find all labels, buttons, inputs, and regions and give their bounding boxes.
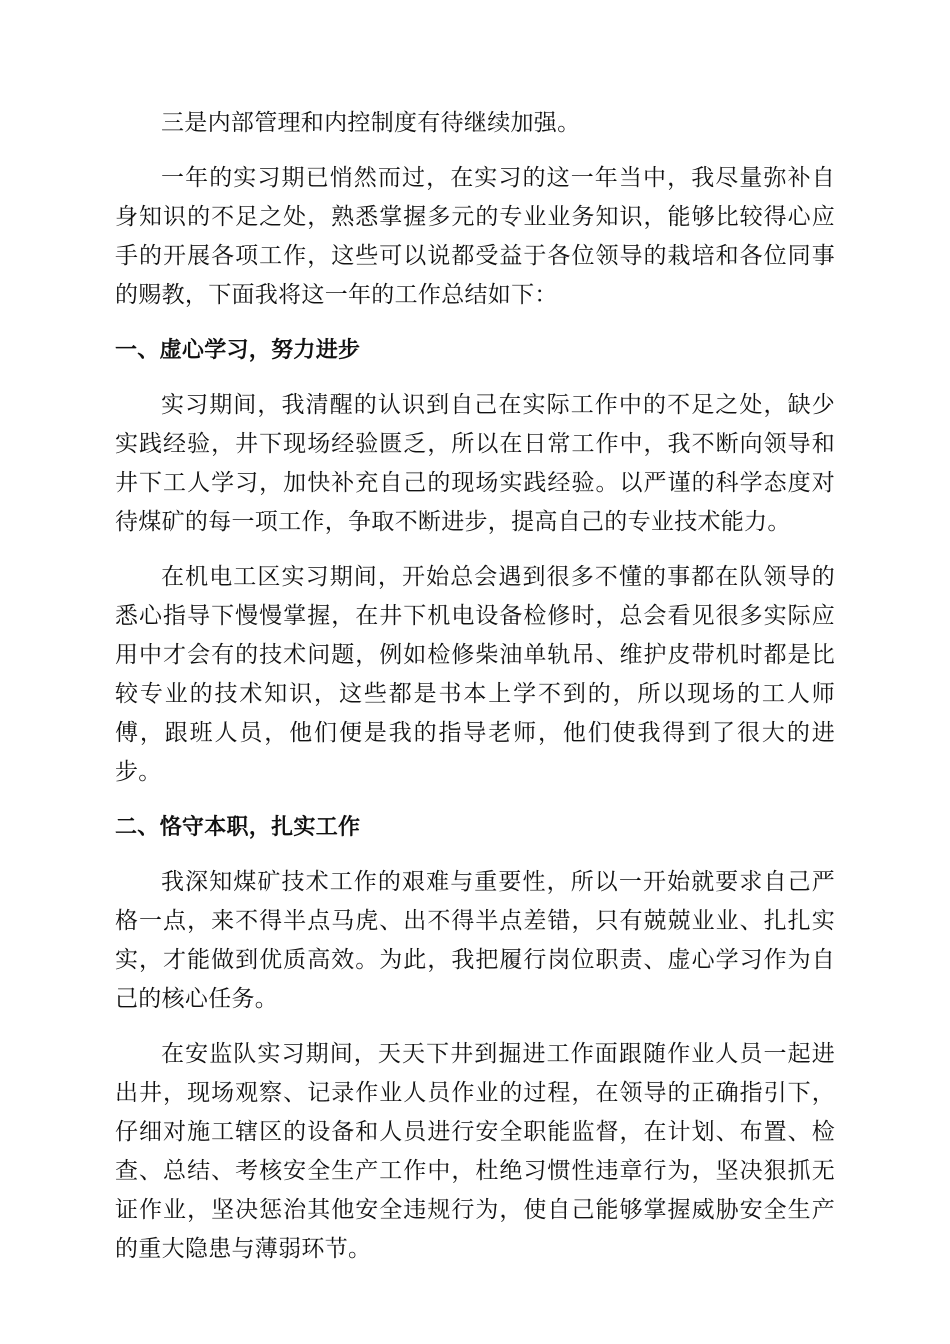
paragraph-intro: 一年的实习期已悄然而过，在实习的这一年当中，我尽量弥补自身知识的不足之处，熟悉掌握多元的专业业务知识，能够比较得心应手的开展各项工作，这些可以说都受益于各位领导的栽培和各位同事的赐教，下面我将这一年的工作总结如下： bbox=[115, 165, 835, 308]
paragraph-duty: 我深知煤矿技术工作的艰难与重要性，所以一开始就要求自己严格一点，来不得半点马虎、出不得半点差错，只有兢兢业业、扎扎实实，才能做到优质高效。为此，我把履行岗位职责、虚心学习作为自己的核心任务。 bbox=[115, 869, 835, 1012]
paragraph-safety-team: 在安监队实习期间，天天下井到掘进工作面跟随作业人员一起进出井，现场观察、记录作业人员作业的过程，在领导的正确指引下，仔细对施工辖区的设备和人员进行安全职能监督，在计划、布置、检查、总结、考核安全生产工作中，杜绝习惯性违章行为，坚决狠抓无证作业，坚决惩治其他安全违规行为，使自己能够掌握威胁安全生产的重大隐患与薄弱环节。 bbox=[115, 1041, 835, 1262]
section-heading-2: 二、恪守本职，扎实工作 bbox=[115, 815, 361, 840]
paragraph-electromechanical: 在机电工区实习期间，开始总会遇到很多不懂的事都在队领导的悉心指导下慢慢掌握，在井下机电设备检修时，总会看见很多实际应用中才会有的技术问题，例如检修柴油单轨吊、维护皮带机时都是比较专业的技术知识，这些都是书本上学不到的，所以现场的工人师傅，跟班人员，他们便是我的指导老师，他们使我得到了很大的进步。 bbox=[115, 564, 835, 785]
section-heading-1: 一、虚心学习，努力进步 bbox=[115, 338, 361, 363]
document-body bbox=[115, 104, 835, 1285]
paragraph-weakness-3: 三是内部管理和内控制度有待继续加强。 bbox=[161, 110, 581, 136]
paragraph-learning: 实习期间，我清醒的认识到自己在实际工作中的不足之处，缺少实践经验，井下现场经验匮乏，所以在日常工作中，我不断向领导和井下工人学习，加快补充自己的现场实践经验。以严谨的科学态度对待煤矿的每一项工作，争取不断进步，提高自己的专业技术能力。 bbox=[115, 392, 835, 535]
